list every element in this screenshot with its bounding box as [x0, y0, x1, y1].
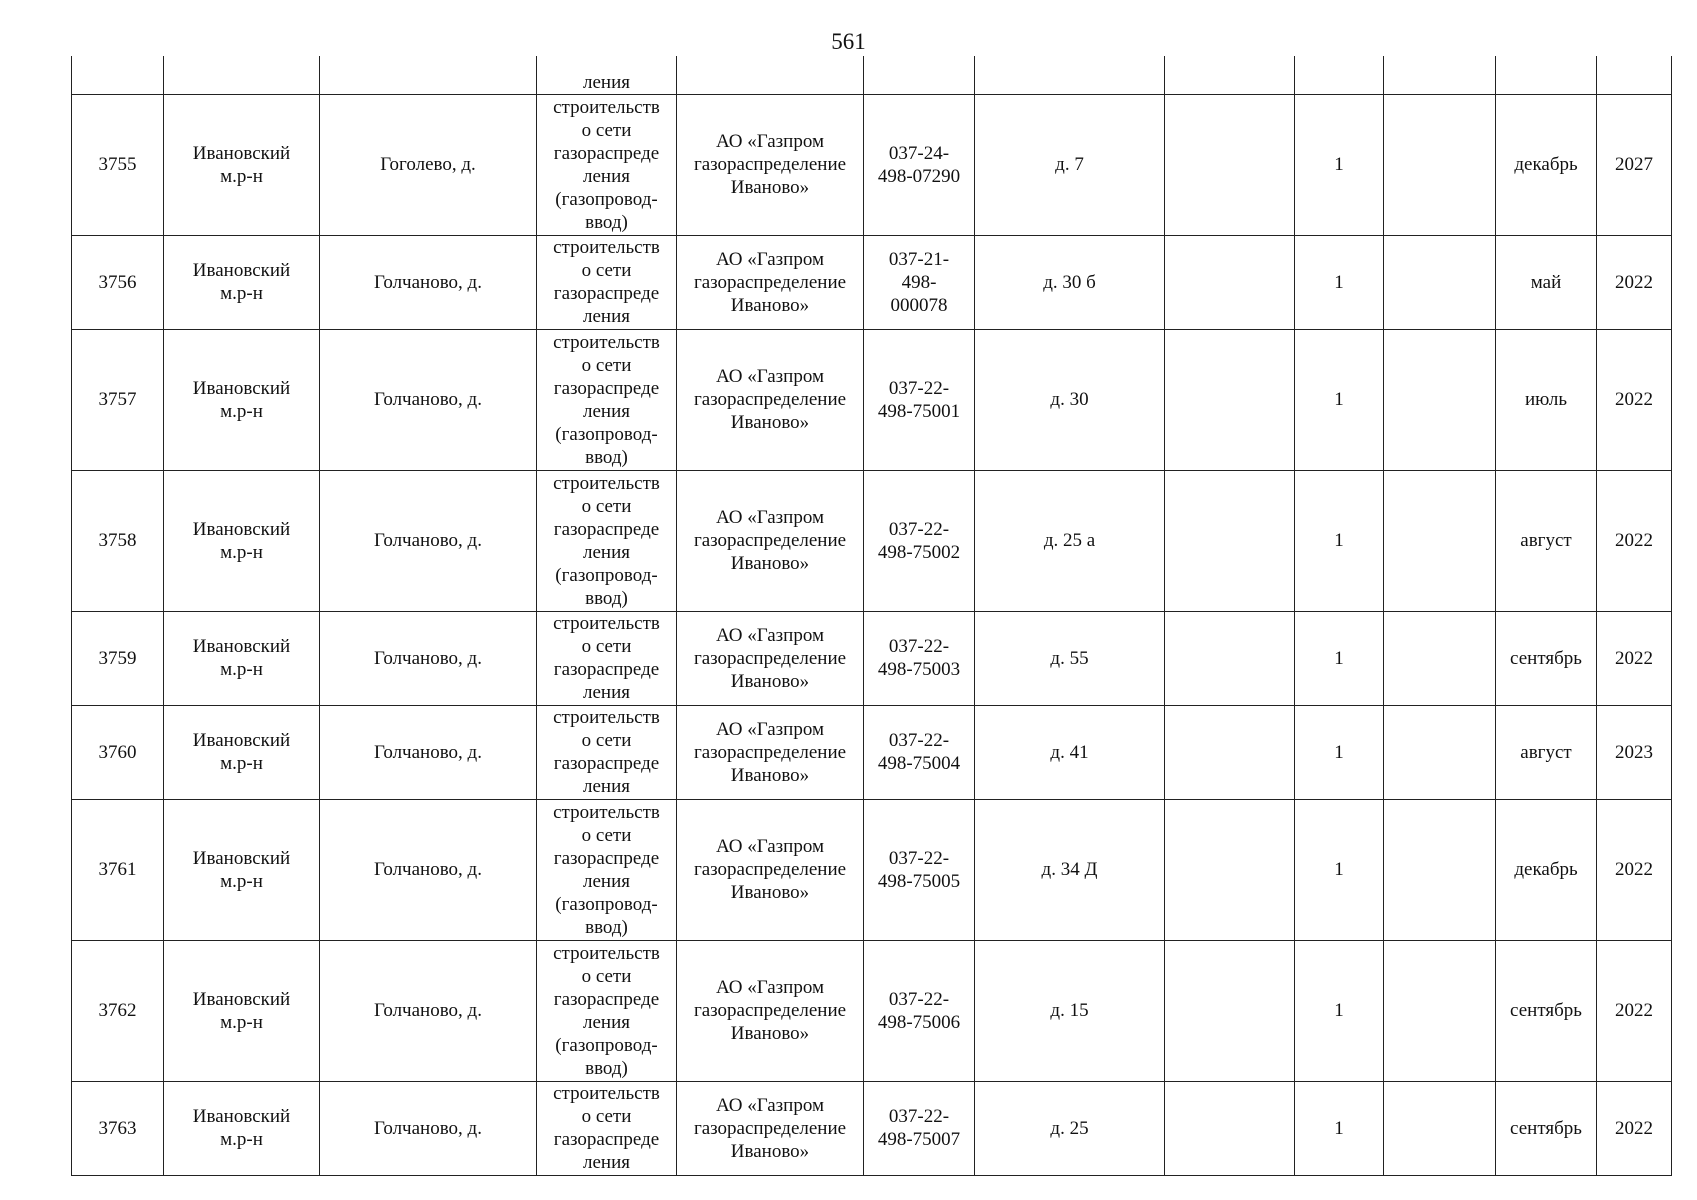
cell-work-type-line: строительств: [553, 1083, 660, 1104]
cell-work-type-line: о сети: [581, 260, 632, 281]
cell-district: [164, 329, 320, 470]
cell-count: 1: [1295, 940, 1384, 1081]
cell-contract-no-line: 037-21-: [888, 248, 950, 270]
cell-locality: Голчаново, д.: [320, 611, 537, 705]
cell-year: 2022: [1597, 235, 1672, 329]
cell-organization-line: газораспределение: [693, 154, 847, 175]
cell-organization: [677, 329, 864, 470]
cell-contract-no: [864, 470, 975, 611]
cell-district-line: м.р-н: [220, 283, 263, 304]
cell-contract-no-line: 037-22-: [888, 847, 950, 869]
cell-organization: [677, 94, 864, 235]
cell-organization-line: газораспределение: [693, 389, 847, 410]
cell-organization: [677, 470, 864, 611]
cell-organization-line: АО «Газпром: [715, 836, 825, 857]
cell-work-type-line: газораспреде: [553, 753, 660, 774]
cell-contract-no-line: 037-24-: [888, 142, 950, 164]
cell-organization-line: АО «Газпром: [715, 624, 825, 646]
cell-organization: [677, 611, 864, 705]
cell-organization-line: Иваново»: [730, 764, 810, 786]
cell-work-type-line: о сети: [581, 636, 632, 657]
cell-year: 2022: [1597, 799, 1672, 940]
page-number: 561: [831, 29, 866, 54]
cell-extra1: [1165, 94, 1295, 235]
cell-extra2: [1384, 94, 1496, 235]
cell-organization-line: АО «Газпром: [715, 718, 825, 740]
cell-district-line: Ивановский: [192, 636, 291, 657]
cell-year: 2022: [1597, 329, 1672, 470]
cell-work-type-line: (газопровод-: [555, 423, 658, 445]
cell-extra2: [1384, 705, 1496, 799]
cell-district-line: Ивановский: [192, 1106, 291, 1127]
cell-month: август: [1496, 470, 1597, 611]
cell-work-type-line: о сети: [581, 965, 632, 987]
cell-no: 3761: [72, 799, 164, 940]
table-row: [72, 94, 1672, 235]
cell-work-type-line: о сети: [581, 119, 632, 141]
cell-district: [164, 940, 320, 1081]
cell-contract-no: [864, 705, 975, 799]
cell-extra1: [1165, 1081, 1295, 1175]
cell-work-type-line: о сети: [581, 495, 632, 517]
cell-contract-no-line: 037-22-: [888, 636, 950, 657]
cell-no: [72, 56, 164, 94]
cell-contract-no: [864, 611, 975, 705]
cell-contract-no: [864, 56, 975, 94]
cell-address: д. 25 а: [975, 470, 1165, 611]
cell-district: [164, 470, 320, 611]
cell-organization-line: газораспределение: [693, 647, 847, 669]
table-row: [72, 940, 1672, 1081]
cell-month: сентябрь: [1496, 940, 1597, 1081]
cell-month: сентябрь: [1496, 1081, 1597, 1175]
cell-organization-line: газораспределение: [693, 741, 847, 763]
register-table: [71, 56, 1672, 1176]
cell-district-line: Ивановский: [192, 260, 291, 281]
cell-contract-no: [864, 329, 975, 470]
cell-locality: Голчаново, д.: [320, 329, 537, 470]
cell-work-type-line: строительств: [553, 472, 660, 494]
table-row: [72, 611, 1672, 705]
cell-contract-no-line: 498-75004: [877, 753, 961, 774]
cell-extra2: [1384, 56, 1496, 94]
cell-address: д. 55: [975, 611, 1165, 705]
cell-district-line: Ивановский: [192, 377, 291, 399]
cell-address: д. 25: [975, 1081, 1165, 1175]
cell-count: 1: [1295, 329, 1384, 470]
cell-work-type-line: о сети: [581, 354, 632, 376]
cell-no: 3756: [72, 235, 164, 329]
cell-organization-line: АО «Газпром: [715, 366, 825, 387]
cell-contract-no-line: 498-75002: [877, 541, 961, 563]
cell-organization-line: АО «Газпром: [715, 131, 825, 152]
cell-organization-line: Иваново»: [730, 1023, 810, 1044]
cell-contract-no-line: 037-22-: [888, 988, 950, 1010]
cell-month: июль: [1496, 329, 1597, 470]
cell-district-line: Ивановский: [192, 142, 291, 164]
cell-work-type-line: строительств: [553, 707, 660, 728]
cell-locality: Голчаново, д.: [320, 470, 537, 611]
cell-work-type: [537, 56, 677, 94]
cell-work-type-line: газораспреде: [553, 283, 660, 304]
cell-district-line: м.р-н: [220, 1011, 263, 1033]
cell-organization-line: газораспределение: [693, 1000, 847, 1021]
cell-district: [164, 799, 320, 940]
cell-district-line: м.р-н: [220, 870, 263, 892]
cell-address: д. 15: [975, 940, 1165, 1081]
cell-work-type-line: газораспреде: [553, 659, 660, 680]
cell-work-type-line: о сети: [581, 824, 632, 846]
cell-work-type-line: ления: [583, 400, 630, 422]
cell-district-line: Ивановский: [192, 518, 291, 540]
continued-row-fragment: [72, 56, 1672, 94]
cell-organization-line: Иваново»: [730, 882, 810, 903]
cell-organization-line: АО «Газпром: [715, 507, 825, 528]
cell-work-type-line: ления: [583, 1152, 630, 1173]
cell-year: 2022: [1597, 470, 1672, 611]
cell-work-type-line: (газопровод-: [555, 1034, 658, 1056]
cell-contract-no-line: 498-75007: [877, 1129, 961, 1150]
cell-work-type-line: строительств: [553, 237, 660, 258]
cell-work-type-line: строительств: [553, 613, 660, 634]
cell-district-line: м.р-н: [220, 1129, 263, 1150]
cell-month: декабрь: [1496, 799, 1597, 940]
cell-work-type-line: газораспреде: [553, 847, 660, 869]
cell-locality: Голчаново, д.: [320, 940, 537, 1081]
cell-organization-line: газораспределение: [693, 1117, 847, 1139]
register-table-body: [72, 56, 1672, 1175]
cell-work-type-line: ления: [583, 165, 630, 187]
cell-work-type-line: ввод): [585, 446, 628, 468]
cell-district: [164, 611, 320, 705]
cell-organization-line: Иваново»: [730, 1140, 810, 1162]
cell-district: [164, 94, 320, 235]
cell-organization-line: АО «Газпром: [715, 1094, 825, 1116]
cell-organization-line: Иваново»: [730, 177, 810, 198]
cell-contract-no-line: 000078: [890, 294, 948, 316]
cell-district-line: м.р-н: [220, 400, 263, 422]
cell-contract-no-line: 037-22-: [888, 377, 950, 399]
cell-work-type-line: ввод): [585, 211, 628, 233]
cell-organization-line: Иваново»: [730, 553, 810, 574]
cell-locality: Гоголево, д.: [320, 94, 537, 235]
cell-no: 3757: [72, 329, 164, 470]
cell-work-type-line: (газопровод-: [555, 564, 658, 586]
cell-work-type-line: газораспреде: [553, 518, 660, 540]
cell-work-type-line: ввод): [585, 916, 628, 938]
cell-organization: [677, 799, 864, 940]
cell-work-type-line: газораспреде: [553, 988, 660, 1010]
cell-work-type-line: строительств: [553, 942, 660, 964]
cell-work-type-line: (газопровод-: [555, 188, 658, 210]
cell-work-type-line: газораспреде: [553, 142, 660, 164]
cell-organization: [677, 705, 864, 799]
cell-count: 1: [1295, 705, 1384, 799]
cell-no: 3763: [72, 1081, 164, 1175]
cell-contract-no: [864, 235, 975, 329]
cell-month: май: [1496, 235, 1597, 329]
cell-work-type-line: ления: [583, 541, 630, 563]
cell-district: [164, 705, 320, 799]
cell-organization-line: Иваново»: [730, 294, 810, 316]
cell-work-type-line: о сети: [581, 1106, 632, 1127]
cell-work-type: [537, 329, 677, 470]
table-row: [72, 799, 1672, 940]
cell-work-type-line: газораспреде: [553, 377, 660, 399]
cell-work-type-line: строительств: [553, 96, 660, 118]
cell-district-line: м.р-н: [220, 165, 263, 187]
cell-count: 1: [1295, 799, 1384, 940]
cell-organization-line: АО «Газпром: [715, 977, 825, 998]
cell-work-type: [537, 799, 677, 940]
cell-extra1: [1165, 799, 1295, 940]
cell-extra2: [1384, 799, 1496, 940]
cell-work-type: [537, 611, 677, 705]
cell-extra1: [1165, 329, 1295, 470]
cell-count: 1: [1295, 1081, 1384, 1175]
cell-count: 1: [1295, 470, 1384, 611]
cell-organization-line: газораспределение: [693, 859, 847, 880]
cell-address: [975, 56, 1165, 94]
cell-extra1: [1165, 940, 1295, 1081]
cell-work-type: [537, 940, 677, 1081]
cell-locality: Голчаново, д.: [320, 1081, 537, 1175]
cell-contract-no: [864, 799, 975, 940]
cell-no: 3762: [72, 940, 164, 1081]
cell-locality: [320, 56, 537, 94]
cell-organization-line: Иваново»: [730, 670, 810, 692]
cell-address: д. 34 Д: [975, 799, 1165, 940]
cell-organization-line: АО «Газпром: [715, 248, 825, 270]
cell-address: д. 7: [975, 94, 1165, 235]
cell-contract-no-line: 498-: [901, 271, 937, 293]
cell-extra1: [1165, 235, 1295, 329]
cell-district-line: Ивановский: [192, 730, 291, 751]
cell-contract-no-line: 037-22-: [888, 730, 950, 751]
cell-no: 3755: [72, 94, 164, 235]
cell-organization-line: газораспределение: [693, 530, 847, 551]
cell-count: 1: [1295, 235, 1384, 329]
cell-count: [1295, 56, 1384, 94]
cell-year: 2022: [1597, 611, 1672, 705]
cell-work-type: [537, 94, 677, 235]
cell-work-type-line: о сети: [581, 730, 632, 751]
cell-locality: Голчаново, д.: [320, 235, 537, 329]
cell-extra2: [1384, 329, 1496, 470]
cell-district-line: м.р-н: [220, 659, 263, 680]
cell-locality: Голчаново, д.: [320, 799, 537, 940]
cell-no: 3758: [72, 470, 164, 611]
cell-work-type-line: ления: [583, 306, 630, 327]
cell-contract-no-line: 498-75003: [877, 659, 961, 680]
cell-contract-no-line: 498-75001: [877, 400, 961, 422]
cell-organization-line: газораспределение: [693, 271, 847, 293]
cell-extra1: [1165, 470, 1295, 611]
cell-count: 1: [1295, 611, 1384, 705]
table-row: [72, 705, 1672, 799]
cell-district-line: м.р-н: [220, 541, 263, 563]
cell-extra1: [1165, 611, 1295, 705]
cell-month: декабрь: [1496, 94, 1597, 235]
cell-district-line: Ивановский: [192, 988, 291, 1010]
cell-extra2: [1384, 470, 1496, 611]
cell-month: сентябрь: [1496, 611, 1597, 705]
cell-year: 2022: [1597, 1081, 1672, 1175]
cell-no: 3760: [72, 705, 164, 799]
cell-no: 3759: [72, 611, 164, 705]
cell-organization: [677, 235, 864, 329]
cell-month: [1496, 56, 1597, 94]
work-type-tail: ления: [583, 71, 630, 93]
cell-locality: Голчаново, д.: [320, 705, 537, 799]
cell-extra1: [1165, 56, 1295, 94]
cell-work-type-line: строительств: [553, 331, 660, 353]
cell-contract-no: [864, 1081, 975, 1175]
cell-contract-no: [864, 940, 975, 1081]
cell-work-type-line: ления: [583, 1011, 630, 1033]
cell-work-type: [537, 235, 677, 329]
cell-contract-no-line: 498-07290: [877, 165, 961, 187]
cell-contract-no-line: 498-75005: [877, 870, 961, 892]
cell-work-type-line: (газопровод-: [555, 893, 658, 915]
cell-month: август: [1496, 705, 1597, 799]
cell-district: [164, 235, 320, 329]
cell-extra2: [1384, 235, 1496, 329]
cell-work-type-line: ления: [583, 682, 630, 703]
cell-work-type-line: ления: [583, 870, 630, 892]
cell-contract-no-line: 037-22-: [888, 518, 950, 540]
cell-work-type: [537, 470, 677, 611]
cell-address: д. 30 б: [975, 235, 1165, 329]
cell-extra2: [1384, 940, 1496, 1081]
cell-work-type-line: ления: [583, 776, 630, 797]
cell-address: д. 41: [975, 705, 1165, 799]
table-row: [72, 470, 1672, 611]
cell-year: [1597, 56, 1672, 94]
cell-organization-line: Иваново»: [730, 412, 810, 433]
table-row: [72, 1081, 1672, 1175]
cell-district-line: Ивановский: [192, 847, 291, 869]
table-row: [72, 329, 1672, 470]
cell-district: [164, 56, 320, 94]
cell-extra2: [1384, 611, 1496, 705]
cell-work-type-line: ввод): [585, 587, 628, 609]
cell-district-line: м.р-н: [220, 753, 263, 774]
cell-organization: [677, 940, 864, 1081]
cell-count: 1: [1295, 94, 1384, 235]
cell-contract-no-line: 037-22-: [888, 1106, 950, 1127]
table-row: [72, 235, 1672, 329]
cell-work-type-line: газораспреде: [553, 1129, 660, 1150]
cell-work-type: [537, 1081, 677, 1175]
cell-organization: [677, 56, 864, 94]
cell-organization: [677, 1081, 864, 1175]
cell-year: 2023: [1597, 705, 1672, 799]
cell-contract-no-line: 498-75006: [877, 1011, 961, 1033]
cell-year: 2022: [1597, 940, 1672, 1081]
cell-extra1: [1165, 705, 1295, 799]
cell-work-type: [537, 705, 677, 799]
cell-work-type-line: ввод): [585, 1057, 628, 1079]
cell-district: [164, 1081, 320, 1175]
cell-extra2: [1384, 1081, 1496, 1175]
cell-address: д. 30: [975, 329, 1165, 470]
cell-contract-no: [864, 94, 975, 235]
cell-work-type-line: строительств: [553, 801, 660, 823]
cell-year: 2027: [1597, 94, 1672, 235]
